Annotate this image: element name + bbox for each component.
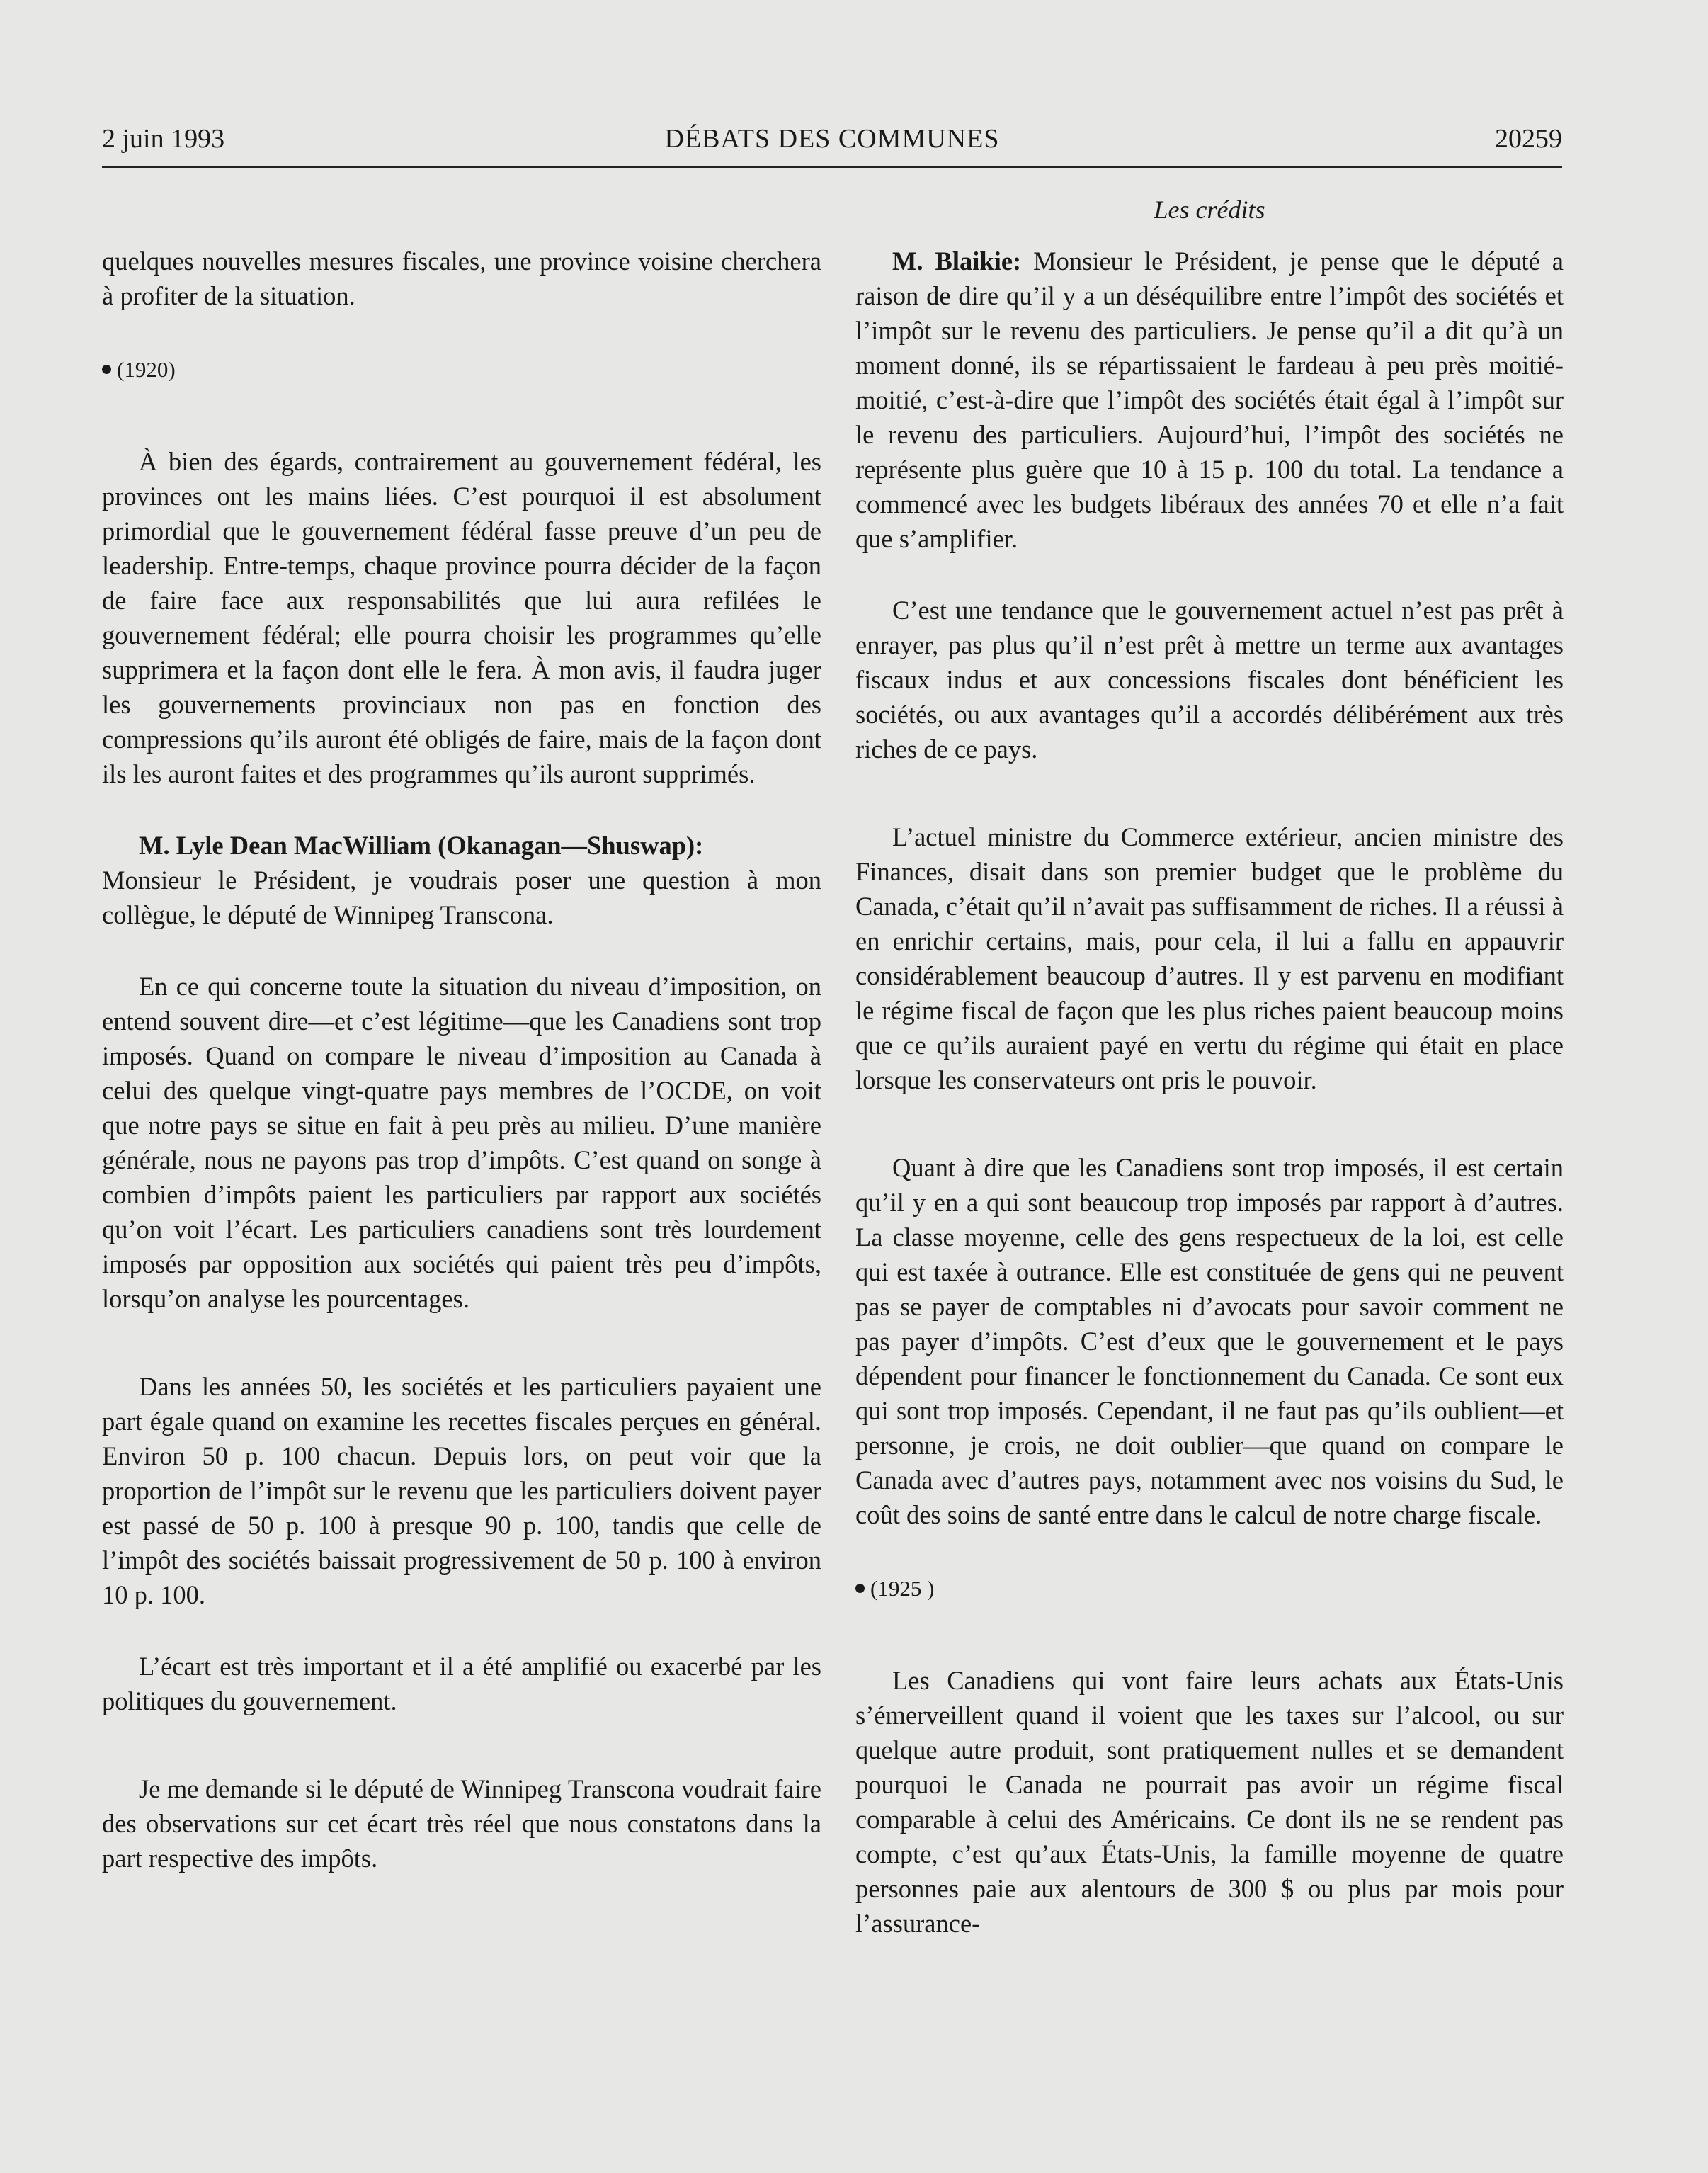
paragraph: quelques nouvelles mesures fiscales, une province voisine cherchera à profiter de la situation. bbox=[102, 246, 821, 310]
paragraph: C’est une tendance que le gouvernement actuel n’est pas prêt à enrayer, pas plus qu’il n’est prêt à mettre un terme aux avantages fiscaux indus et aux concessions fiscales dont bénéficient les sociétés, ou aux avantages qu’il a accordés délibérément aux très riches de ce pays. bbox=[855, 596, 1564, 764]
paragraph: Monsieur le Président, je voudrais poser une question à mon collègue, le député de Winnipeg Transcona. bbox=[102, 866, 821, 929]
bullet-icon bbox=[102, 365, 111, 374]
page-header bbox=[102, 119, 1562, 168]
paragraph: Dans les années 50, les sociétés et les particuliers payaient une part égale quand on examine les recettes fiscales perçues en général. Environ 50 p. 100 chacun. Depuis lors, on peut voir que la proportion de l’impôt sur le revenu que les particuliers doivent payer est passé de 50 p. 100 à presque 90 p. 100, tandis que celle de l’impôt des sociétés baissait progressivement de 50 p. 100 à environ 10 p. 100. bbox=[102, 1372, 821, 1609]
paragraph: Quant à dire que les Canadiens sont trop imposés, il est certain qu’il y en a qui sont beaucoup trop imposés par rapport à d’autres. La classe moyenne, celle des gens respectueux de la loi, est celle qui est taxée à outrance. Elle est constituée de gens qui ne peuvent pas se payer de comptables ni d’avocats pour savoir comment ne pas payer d’impôts. C’est d’eux que le gouvernement et le pays dépendent pour financer le fonctionnement du Canada. Ce sont eux qui sont trop imposés. Cependant, il ne faut pas qu’ils oublient—et personne, je crois, ne doit oublier—que quand on compare le Canada avec d’autres pays, notamment avec nos voisins du Sud, le coût des soins de santé entre dans le calcul de notre charge fiscale. bbox=[855, 1153, 1564, 1529]
speaker-paragraph bbox=[102, 828, 821, 863]
paragraph: L’écart est très important et il a été amplifié ou exacerbé par les politiques du gouvernement. bbox=[102, 1652, 821, 1715]
time-marker-label: (1925 ) bbox=[870, 1576, 935, 1601]
section-title: Les crédits bbox=[1154, 195, 1265, 224]
paragraph: À bien des égards, contrairement au gouvernement fédéral, les provinces ont les mains liées. C’est pourquoi il est absolument primordial que le gouvernement fédéral fasse preuve d’un peu de leadership. Entre-temps, chaque province pourra décider de la façon de faire face aux responsabilités que lui aura refilées le gouvernement fédéral; elle pourra choisir les programmes qu’elle supprimera et la façon dont elle le fera. À mon avis, il faudra juger les gouvernements provinciaux non pas en fonction des compressions qu’ils auront été obligés de faire, mais de la façon dont ils les auront faites et des programmes qu’ils auront supprimés. bbox=[102, 447, 821, 788]
paragraph: En ce qui concerne toute la situation du niveau d’imposition, on entend souvent dire—et c’est légitime—que les Canadiens sont trop imposés. Quand on compare le niveau d’imposition au Canada à celui des quelque vingt-quatre pays membres de l’OCDE, on voit que notre pays se situe en fait à peu près au milieu. D’une manière générale, nous ne payons pas trop d’impôts. C’est quand on songe à combien d’impôts paient les particuliers par rapport aux sociétés qu’on voit l’écart. Les particuliers canadiens sont très lourdement imposés par opposition aux sociétés qui paient très peu d’impôts, lorsqu’on analyse les pourcentages. bbox=[102, 972, 821, 1313]
speaker-paragraph bbox=[855, 244, 1564, 556]
paragraph: Je me demande si le député de Winnipeg Transcona voudrait faire des observations sur cet écart très réel que nous constatons dans la part respective des impôts. bbox=[102, 1774, 821, 1873]
left-column bbox=[102, 244, 821, 1876]
right-column bbox=[855, 244, 1564, 1941]
paragraph: Les Canadiens qui vont faire leurs achats aux États-Unis s’émerveillent quand il voient que les taxes sur l’alcool, ou sur quelque autre produit, sont pratiquement nulles et se demandent pourquoi le Canada ne pourrait pas avoir un régime fiscal comparable à celui des Américains. Ce dont ils ne se rendent pas compte, c’est qu’aux États-Unis, la famille moyenne de quatre personnes paie aux alentours de 300 $ ou plus par mois pour l’assurance- bbox=[855, 1666, 1564, 1938]
paragraph: L’actuel ministre du Commerce extérieur, ancien ministre des Finances, disait dans son premier budget que le problème du Canada, c’était qu’il n’avait pas suffisamment de riches. Il a réussi à en enrichir certains, mais, pour cela, il lui a fallu en appauvrir considérablement beaucoup d’autres. Il y est parvenu en modifiant le régime fiscal de façon que les plus riches paient beaucoup moins que ce qu’ils auraient payé en vertu du régime qui était en place lorsque les conservateurs ont pris le pouvoir. bbox=[855, 822, 1564, 1094]
header-page-number: 20259 bbox=[1495, 124, 1562, 154]
header-date: 2 juin 1993 bbox=[102, 124, 225, 154]
header-title: DÉBATS DES COMMUNES bbox=[664, 124, 1000, 154]
time-marker bbox=[855, 1573, 1564, 1604]
bullet-icon bbox=[855, 1584, 865, 1593]
time-marker bbox=[102, 354, 821, 385]
speaker-text: Monsieur le Président, je pense que le député a raison de dire qu’il y a un déséquilibre entre l’impôt des sociétés et l’impôt sur le revenu des particuliers. Je pense qu’il a dit qu’à un moment donné, ils se répartissaient le fardeau à peu près moitié-moitié, c’est-à-dire que l’impôt des sociétés était égal à l’impôt sur le revenu des particuliers. Aujourd’hui, l’impôt des sociétés ne représente plus guère que 10 à 15 p. 100 du total. La tendance a commencé avec les budgets libéraux des années 70 et elle n’a fait que s’amplifier. bbox=[855, 246, 1564, 553]
speaker-name: M. Blaikie: bbox=[892, 246, 1022, 276]
time-marker-label: (1920) bbox=[117, 357, 176, 382]
speaker-name: M. Lyle Dean MacWilliam (Okanagan—Shuswap): bbox=[139, 831, 704, 860]
